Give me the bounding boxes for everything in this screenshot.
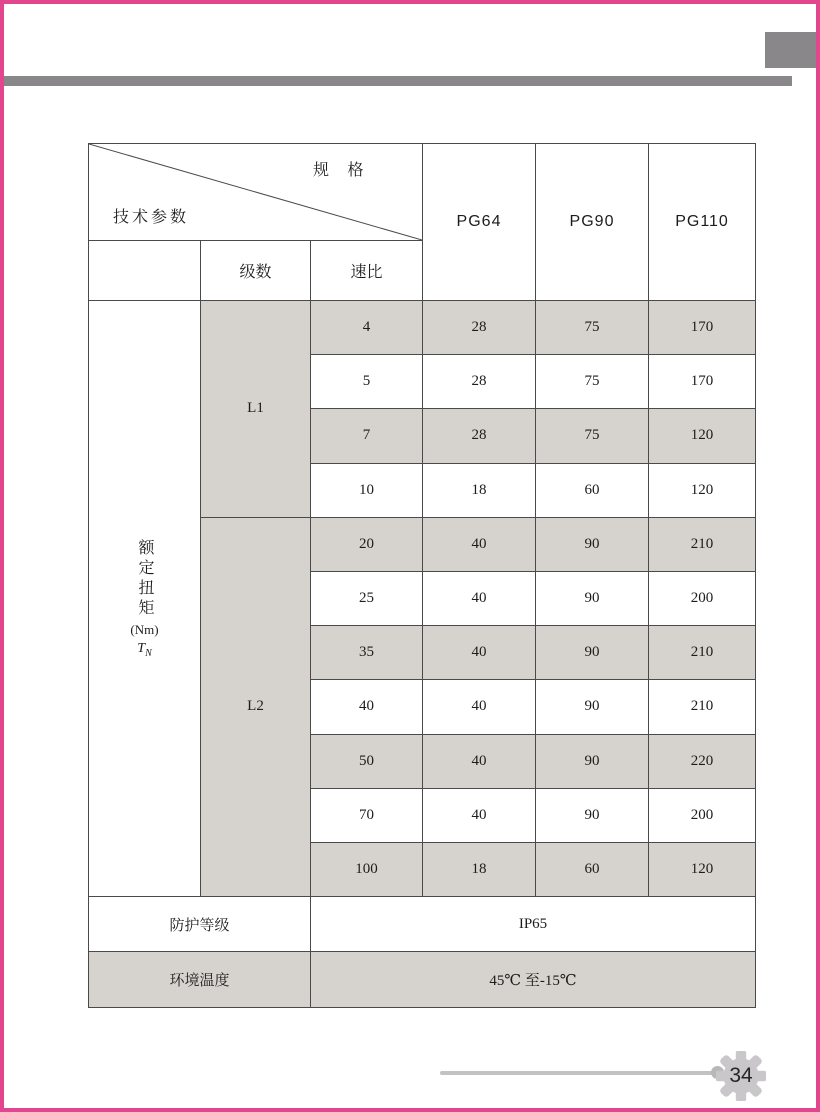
footer-rule [440, 1071, 716, 1075]
torque-title-vertical: 额定扭矩 [136, 538, 153, 619]
pg110-cell: 120 [649, 409, 756, 463]
pg90-cell: 90 [536, 680, 649, 734]
top-right-gray-box [765, 32, 816, 68]
pg64-cell: 40 [423, 788, 536, 842]
corner-param-label: 技术参数 [113, 209, 190, 226]
page-number: 34 [729, 1064, 753, 1087]
pg110-cell: 120 [649, 463, 756, 517]
pg110-cell: 210 [649, 680, 756, 734]
pg90-cell: 75 [536, 409, 649, 463]
ratio-cell: 10 [311, 463, 423, 517]
empty-header-cell [89, 241, 201, 301]
pg90-cell: 75 [536, 355, 649, 409]
column-header-pg110: PG110 [649, 144, 756, 301]
pg64-cell: 40 [423, 517, 536, 571]
pg90-cell: 75 [536, 301, 649, 355]
ratio-cell: 25 [311, 571, 423, 625]
subheader-ratio: 速比 [311, 241, 423, 301]
temperature-value: 45℃ 至-15℃ [311, 952, 756, 1008]
pg90-cell: 90 [536, 517, 649, 571]
pg90-cell: 90 [536, 626, 649, 680]
pg90-cell: 90 [536, 788, 649, 842]
ratio-cell: 4 [311, 301, 423, 355]
torque-symbol-sub: N [145, 647, 152, 659]
top-gray-bar [4, 76, 792, 86]
pg64-cell: 18 [423, 463, 536, 517]
subheader-stage: 级数 [201, 241, 311, 301]
column-header-pg90: PG90 [536, 144, 649, 301]
ratio-cell: 35 [311, 626, 423, 680]
protection-value: IP65 [311, 897, 756, 952]
pg110-cell: 120 [649, 842, 756, 896]
pg64-cell: 28 [423, 355, 536, 409]
pg110-cell: 170 [649, 301, 756, 355]
ratio-cell: 20 [311, 517, 423, 571]
group-cell-l2: L2 [201, 517, 311, 896]
torque-label-cell [89, 301, 201, 897]
torque-symbol-main: T [137, 640, 146, 656]
table-header-row [89, 144, 756, 241]
ratio-cell: 7 [311, 409, 423, 463]
ratio-cell: 70 [311, 788, 423, 842]
column-header-pg64: PG64 [423, 144, 536, 301]
page-number-badge [716, 1051, 766, 1101]
temperature-label: 环境温度 [89, 952, 311, 1008]
pg90-cell: 60 [536, 842, 649, 896]
pg64-cell: 40 [423, 571, 536, 625]
pg64-cell: 28 [423, 409, 536, 463]
torque-unit: (Nm) [130, 621, 159, 637]
table-row [89, 301, 756, 355]
torque-label-group [89, 539, 200, 659]
pg110-cell: 220 [649, 734, 756, 788]
protection-row [89, 897, 756, 952]
ratio-cell: 5 [311, 355, 423, 409]
group-cell-l1: L1 [201, 301, 311, 518]
pg90-cell: 90 [536, 734, 649, 788]
pg110-cell: 170 [649, 355, 756, 409]
spec-table [88, 143, 756, 1008]
pg110-cell: 200 [649, 788, 756, 842]
pg64-cell: 28 [423, 301, 536, 355]
pg90-cell: 90 [536, 571, 649, 625]
corner-spec-label: 规 格 [313, 162, 371, 179]
pg110-cell: 210 [649, 626, 756, 680]
ratio-cell: 50 [311, 734, 423, 788]
pg64-cell: 40 [423, 680, 536, 734]
table-corner-cell [89, 144, 423, 241]
pg110-cell: 200 [649, 571, 756, 625]
pg64-cell: 18 [423, 842, 536, 896]
ratio-cell: 100 [311, 842, 423, 896]
torque-symbol [137, 641, 151, 659]
pg64-cell: 40 [423, 626, 536, 680]
ratio-cell: 40 [311, 680, 423, 734]
pg110-cell: 210 [649, 517, 756, 571]
pg64-cell: 40 [423, 734, 536, 788]
pg90-cell: 60 [536, 463, 649, 517]
protection-label: 防护等级 [89, 897, 311, 952]
temperature-row [89, 952, 756, 1008]
